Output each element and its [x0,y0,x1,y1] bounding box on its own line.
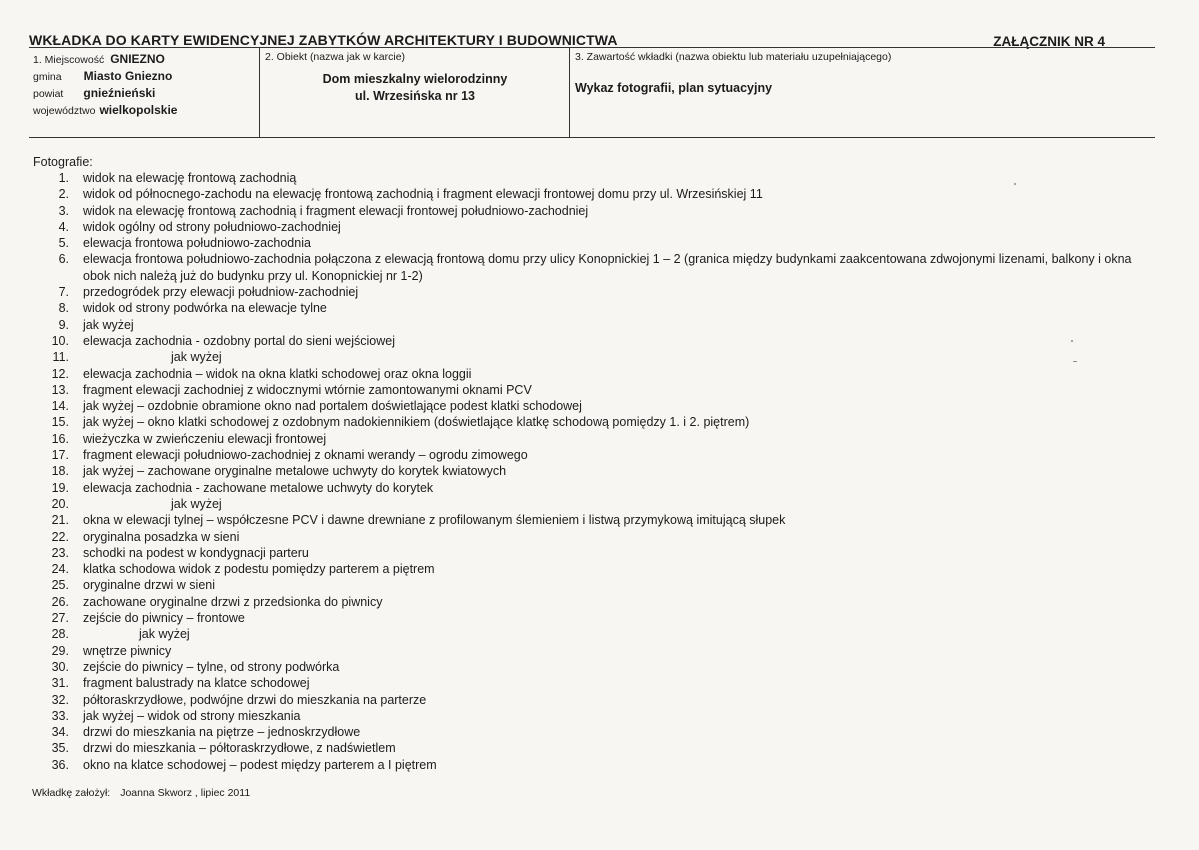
photo-number: 29. [51,643,69,658]
photo-description: jak wyżej [83,317,134,332]
photo-number: 7. [58,285,69,300]
photo-list-item [33,496,1153,512]
commune-label: gmina [33,71,62,83]
photo-list-item [33,740,1153,756]
photo-description: zejście do piwnicy – frontowe [83,611,245,626]
photo-number: 18. [51,464,69,479]
photo-description: jak wyżej – widok od strony mieszkania [83,708,301,723]
photo-description: półtoraskrzydłowe, podwójne drzwi do mieszkania na parterze [83,692,427,707]
column-divider [259,48,260,137]
photo-description: jak wyżej – ozdobnie obramione okno nad portalem doświetlające podest klatki schodowej [83,399,582,414]
photo-list-item [33,480,1153,496]
scan-speck [1073,361,1077,362]
photo-number: 5. [58,236,69,251]
photo-list-item [33,626,1153,642]
object-name-line2: ul. Wrzesińska nr 13 [355,89,475,103]
footer-label: Wkładkę założył: [32,787,111,799]
photo-description: widok od strony podwórka na elewacje tylne [83,301,327,316]
contents-cell [575,51,1150,95]
photo-list-item [33,414,1153,430]
header-table [29,47,1155,138]
photo-description: fragment elewacji południowo-zachodniej z oknami werandy – ogrodu zimowego [83,448,528,463]
contents-label: 3. Zawartość wkładki (nazwa obiektu lub materiału uzupełniającego) [575,51,892,63]
photo-description: widok ogólny od strony południowo-zachodniej [83,219,341,234]
photo-list-item [33,643,1153,659]
photo-number: 13. [51,382,69,397]
photo-list-item [33,300,1153,316]
photo-list-item [33,186,1153,202]
photo-number: 12. [51,366,69,381]
photo-description: schodki na podest w kondygnacji parteru [83,545,309,560]
photo-number: 27. [51,611,69,626]
photo-number: 26. [51,594,69,609]
object-label: 2. Obiekt (nazwa jak w karcie) [265,51,406,63]
photo-description: elewacja frontowa południowo-zachodnia [83,236,311,251]
footer [32,787,250,799]
photo-list-item [33,333,1153,349]
photo-description: elewacja zachodnia – widok na okna klatki schodowej oraz okna loggii [83,366,472,381]
photo-description: widok na elewację frontową zachodnią [83,171,297,185]
photo-list-item [33,170,1153,186]
photo-list-item [33,561,1153,577]
scan-speck [1071,340,1073,342]
district-value: gnieźnieński [83,86,156,100]
photo-list-item [33,382,1153,398]
photo-list-item [33,757,1153,773]
photo-list-item [33,529,1153,545]
photo-description: widok od północnego-zachodu na elewację frontową zachodnią i fragment elewacji frontowej domu przy ul. Wrzesińskiej 11 [83,187,763,202]
photo-description: elewacja frontowa południowo-zachodnia połączona z elewacją frontową domu przy ulicy Konopnickiej 1 – 2 (granica między budynkami zaakcentowana zdwojonymi lizenami, balkony i okna obok nich należą już do budynku przy ul. Konopnickiej nr 1-2) [83,252,1132,283]
locality-value: GNIEZNO [110,52,165,66]
photo-description: fragment balustrady na klatce schodowej [83,676,310,691]
photo-number: 15. [51,415,69,430]
photos-title: Fotografie: [33,155,93,169]
photo-list-item [33,431,1153,447]
photo-number: 24. [51,562,69,577]
voivodeship-value: wielkopolskie [99,103,178,117]
photo-description: widok na elewację frontową zachodnią i fragment elewacji frontowej południowo-zachodniej [83,203,589,218]
photo-number: 21. [51,513,69,528]
photo-number: 1. [58,171,69,185]
photo-description: elewacja zachodnia - ozdobny portal do sieni wejściowej [83,333,395,348]
column-divider [569,48,570,137]
photo-list-item [33,284,1153,300]
photo-description: okno na klatce schodowej – podest między parterem a I piętrem [83,757,437,772]
photo-list-item [33,708,1153,724]
photo-list-item [33,692,1153,708]
locality-label: 1. Miejscowość [33,54,105,66]
photo-number: 25. [51,578,69,593]
annex-number: ZAŁĄCZNIK NR 4 [993,34,1105,49]
photo-number: 16. [51,431,69,446]
photo-number: 23. [51,545,69,560]
photo-list-item [33,577,1153,593]
photo-number: 11. [52,350,69,365]
photo-list-item [33,610,1153,626]
photo-number: 2. [58,187,69,202]
photo-description: jak wyżej [171,350,222,365]
photo-list-item [33,463,1153,479]
photo-list-item [33,349,1153,365]
photo-description: zejście do piwnicy – tylne, od strony podwórka [83,659,340,674]
photo-number: 14. [51,399,69,414]
photo-description: drzwi do mieszkania na piętrze – jednoskrzydłowe [83,725,361,740]
footer-author: Joanna Skworz , lipiec 2011 [120,787,251,799]
photo-list-item [33,398,1153,414]
photo-description: wnętrze piwnicy [83,643,172,658]
photo-list-item [33,366,1153,382]
photo-description: oryginalne drzwi w sieni [83,578,216,593]
contents-value: Wykaz fotografii, plan sytuacyjny [575,81,773,95]
photo-list-item [33,219,1153,235]
photo-list-item [33,235,1153,251]
photo-list-item [33,659,1153,675]
photo-description: klatka schodowa widok z podestu pomiędzy parterem a piętrem [83,562,435,577]
photo-description: wieżyczka w zwieńczeniu elewacji frontowej [83,431,327,446]
photo-number: 31. [51,676,69,691]
document-title: WKŁADKA DO KARTY EWIDENCYJNEJ ZABYTKÓW ARCHITEKTURY I BUDOWNICTWA [29,32,618,48]
photo-number: 36. [51,757,69,772]
photo-list-item [33,317,1153,333]
photo-list-item [33,203,1153,219]
photo-list-section [33,154,1153,773]
photo-number: 30. [51,659,69,674]
photo-number: 8. [58,301,69,316]
district-label: powiat [33,88,64,100]
photo-description: okna w elewacji tylnej – współczesne PCV i dawne drewniane z profilowanym ślemieniem i listwą przymykową imitującą słupek [83,513,786,528]
photo-number: 19. [51,480,69,495]
photo-list-item [33,251,1153,284]
object-name-line1: Dom mieszkalny wielorodzinny [322,72,508,86]
photo-description: elewacja zachodnia - zachowane metalowe uchwyty do korytek [83,480,434,495]
photo-number: 3. [58,203,69,218]
photo-number: 9. [58,317,69,332]
photo-number: 33. [51,708,69,723]
photo-number: 4. [58,219,69,234]
photo-list-item [33,447,1153,463]
photo-description: zachowane oryginalne drzwi z przedsionka do piwnicy [83,594,383,609]
photo-list [33,170,1153,773]
photo-description: jak wyżej – okno klatki schodowej z ozdobnym nadokiennikiem (doświetlające klatkę schodową pomiędzy 1. i 2. piętrem) [83,415,750,430]
photo-description: jak wyżej [171,496,222,511]
photo-list-item [33,675,1153,691]
photo-description: drzwi do mieszkania – półtoraskrzydłowe, z nadświetlem [83,741,396,756]
photo-list-item [33,594,1153,610]
photo-number: 28. [51,627,69,642]
photo-number: 6. [58,252,69,267]
commune-value: Miasto Gniezno [83,69,173,83]
photo-number: 32. [51,692,69,707]
object-cell [265,51,565,105]
photo-list-item [33,545,1153,561]
photo-number: 35. [51,741,69,756]
photo-number: 22. [51,529,69,544]
photo-number: 17. [51,448,69,463]
location-cell [33,51,257,119]
photo-description: oryginalna posadzka w sieni [83,529,240,544]
photo-description: jak wyżej – zachowane oryginalne metalowe uchwyty do korytek kwiatowych [83,464,507,479]
photo-description: fragment elewacji zachodniej z widocznymi wtórnie zamontowanymi oknami PCV [83,382,532,397]
voivodeship-label: województwo [33,105,96,117]
photo-number: 34. [51,725,69,740]
scan-speck [1014,183,1016,185]
photo-list-item [33,512,1153,528]
photo-number: 20. [51,496,69,511]
photo-description: przedogródek przy elewacji południow-zachodniej [83,285,359,300]
photo-number: 10. [51,333,69,348]
photo-description: jak wyżej [139,627,190,642]
photo-list-item [33,724,1153,740]
